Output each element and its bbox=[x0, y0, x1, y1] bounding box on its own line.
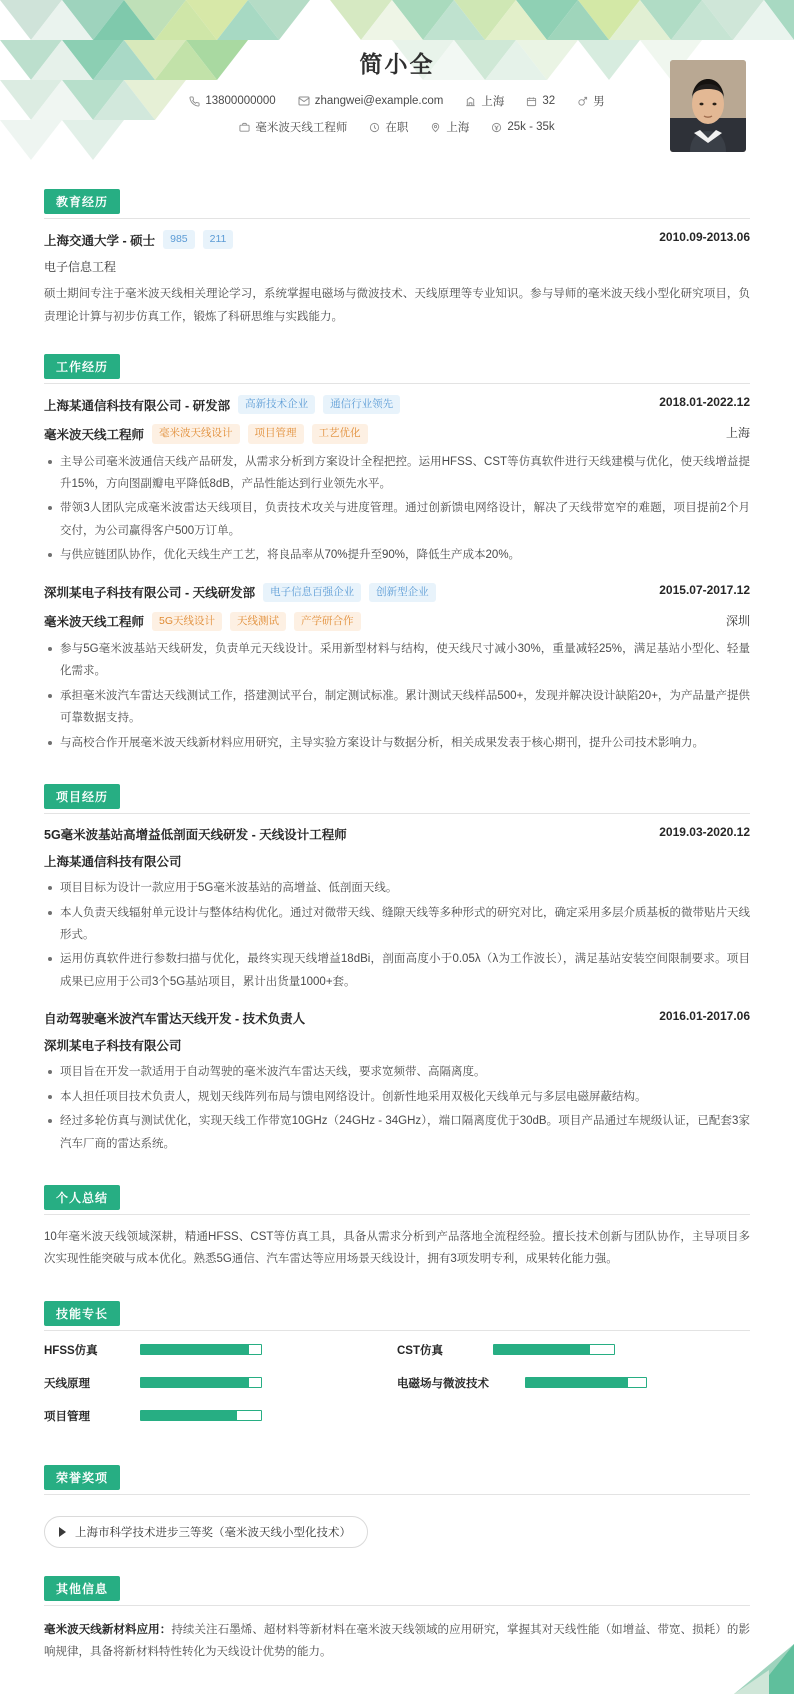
skills-list bbox=[44, 1342, 750, 1441]
skill-name: CST仿真 bbox=[397, 1344, 443, 1357]
skill-name: 电磁场与微波技术 bbox=[397, 1377, 489, 1390]
phone-icon bbox=[189, 96, 200, 107]
project-date: 2019.03-2020.12 bbox=[659, 825, 750, 840]
skill-bar bbox=[140, 1344, 262, 1355]
skill-item bbox=[44, 1375, 397, 1391]
work-role-tag: 产学研合作 bbox=[294, 612, 361, 631]
page-title: 简小全 bbox=[359, 51, 435, 77]
contact-status bbox=[369, 119, 408, 135]
skill-name: 项目管理 bbox=[44, 1410, 90, 1423]
list-item: 项目目标为设计一款应用于5G毫米波基站的高增益、低剖面天线。 bbox=[44, 877, 750, 899]
project-date: 2016.01-2017.06 bbox=[659, 1009, 750, 1024]
contact-age bbox=[526, 95, 555, 107]
education-item-headline bbox=[44, 230, 750, 249]
work-bullet-list bbox=[44, 451, 750, 567]
section-title-honors: 荣誉奖项 bbox=[44, 1465, 120, 1490]
skill-item bbox=[397, 1342, 750, 1358]
gender-icon bbox=[577, 96, 588, 107]
other-content bbox=[44, 1619, 750, 1664]
project-item-headline bbox=[44, 825, 750, 843]
work-city: 上海 bbox=[725, 426, 750, 441]
work-item-headline bbox=[44, 395, 750, 414]
skill-bar bbox=[140, 1377, 262, 1388]
work-role-tag: 工艺优化 bbox=[312, 424, 368, 443]
section-header-work bbox=[44, 354, 750, 379]
skill-bar bbox=[525, 1377, 647, 1388]
contact-job-text: 毫米波天线工程师 bbox=[255, 122, 348, 134]
work-bullet-list bbox=[44, 638, 750, 754]
section-header-honors bbox=[44, 1465, 750, 1490]
work-company: 上海某通信科技有限公司 - 研发部 bbox=[44, 398, 231, 413]
work-date: 2015.07-2017.12 bbox=[659, 582, 750, 597]
list-item: 运用仿真软件进行参数扫描与优化，最终实现天线增益18dBi，剖面高度小于0.05λ（λ为工作波长），满足基站安装空间限制要求。项目成果已应用于公司3个5G基站项目，累计出货量1000+套。 bbox=[44, 948, 750, 993]
project-bullet-list bbox=[44, 877, 750, 993]
project-bullet-list bbox=[44, 1061, 750, 1155]
location-icon bbox=[465, 96, 476, 107]
list-item: 承担毫米波汽车雷达天线测试工作，搭建测试平台，制定测试标准。累计测试天线样品500+，发现并解决设计缺陷20+，为产品量产提供可靠数据支持。 bbox=[44, 685, 750, 730]
education-item bbox=[44, 230, 750, 328]
project-item-headline bbox=[44, 1009, 750, 1027]
work-date: 2018.01-2022.12 bbox=[659, 395, 750, 410]
list-item: 与供应链团队协作，优化天线生产工艺，将良品率从70%提升至90%，降低生产成本20%。 bbox=[44, 544, 750, 566]
work-company-tag: 高新技术企业 bbox=[238, 395, 315, 414]
skill-bar bbox=[140, 1410, 262, 1421]
salary-icon bbox=[491, 122, 502, 133]
project-name: 自动驾驶毫米波汽车雷达天线开发 - 技术负责人 bbox=[44, 1012, 306, 1027]
section-header-education bbox=[44, 189, 750, 214]
section-title-other: 其他信息 bbox=[44, 1576, 120, 1601]
work-item-headline bbox=[44, 583, 750, 602]
calendar-icon bbox=[526, 96, 537, 107]
skill-bar bbox=[493, 1344, 615, 1355]
list-item: 经过多轮仿真与测试优化，实现天线工作带宽10GHz（24GHz - 34GHz），端口隔离度优于30dB。项目产品通过车规级认证，已配套3家汽车厂商的雷达系统。 bbox=[44, 1110, 750, 1155]
skill-item bbox=[44, 1408, 397, 1424]
work-company-tag: 电子信息百强企业 bbox=[263, 583, 361, 602]
work-company-tag: 创新型企业 bbox=[369, 583, 436, 602]
section-header-project bbox=[44, 784, 750, 809]
project-name: 5G毫米波基站高增益低剖面天线研发 - 天线设计工程师 bbox=[44, 828, 347, 843]
work-role-tag: 天线测试 bbox=[230, 612, 286, 631]
avatar bbox=[670, 60, 746, 152]
section-title-skills: 技能专长 bbox=[44, 1301, 120, 1326]
other-text: 持续关注石墨烯、超材料等新材料在毫米波天线领域的应用研究，掌握其对天线性能（如增益、带宽、损耗）的影响规律，具备将新材料特性转化为天线设计优势的能力。 bbox=[44, 1623, 750, 1659]
contact-gender-text: 男 bbox=[593, 96, 605, 108]
list-item: 主导公司毫米波通信天线产品研发，从需求分析到方案设计全程把控。运用HFSS、CST等仿真软件进行天线建模与优化，使天线增益提升15%，方向图副瓣电平降低8dB，产品性能达到行业领先水平。 bbox=[44, 451, 750, 496]
contact-phone bbox=[189, 95, 275, 107]
education-tag-211: 211 bbox=[203, 230, 234, 249]
work-city: 深圳 bbox=[725, 613, 750, 628]
work-role-tag: 项目管理 bbox=[248, 424, 304, 443]
contact-phone-text: 13800000000 bbox=[205, 95, 276, 107]
work-role-tag: 5G天线设计 bbox=[152, 612, 222, 631]
work-role: 毫米波天线工程师 bbox=[44, 427, 145, 442]
list-item: 项目旨在开发一款适用于自动驾驶的毫米波汽车雷达天线，要求宽频带、高隔离度。 bbox=[44, 1061, 750, 1083]
footer-triangle-decoration bbox=[674, 1604, 794, 1694]
contact-salary bbox=[491, 121, 554, 133]
resume-body bbox=[0, 189, 794, 1694]
project-item bbox=[44, 825, 750, 993]
education-description: 硕士期间专注于毫米波天线相关理论学习，系统掌握电磁场与微波技术、天线原理等专业知识。参与导师的毫米波天线小型化研究项目，负责理论计算与初步仿真工作，锻炼了科研思维与实践能力。 bbox=[44, 288, 750, 323]
project-item bbox=[44, 1009, 750, 1155]
skill-name: 天线原理 bbox=[44, 1377, 90, 1390]
section-title-work: 工作经历 bbox=[44, 354, 120, 379]
work-role-tag: 毫米波天线设计 bbox=[152, 424, 240, 443]
contact-age-text: 32 bbox=[542, 95, 556, 107]
contact-status-text: 在职 bbox=[385, 122, 409, 134]
honor-item[interactable] bbox=[44, 1516, 368, 1548]
section-title-summary: 个人总结 bbox=[44, 1185, 120, 1210]
contact-job bbox=[239, 119, 347, 135]
work-company: 深圳某电子科技有限公司 - 天线研发部 bbox=[44, 586, 256, 601]
section-header-other bbox=[44, 1576, 750, 1601]
project-company: 深圳某电子科技有限公司 bbox=[44, 1039, 182, 1054]
status-icon bbox=[369, 122, 380, 133]
avatar-photo bbox=[670, 60, 746, 152]
education-tag-985: 985 bbox=[163, 230, 195, 249]
education-school: 上海交通大学 - 硕士 bbox=[44, 233, 156, 248]
summary-text: 10年毫米波天线领域深耕，精通HFSS、CST等仿真工具，具备从需求分析到产品落地全流程经验。擅长技术创新与团队协作，主导项目多次实现性能突破与成本优化。熟悉5G通信、汽车雷达等应用场景天线设计，拥有3项发明专利，成果转化能力强。 bbox=[44, 1230, 750, 1266]
work-item bbox=[44, 395, 750, 567]
city-icon bbox=[430, 122, 441, 133]
work-item-role-row bbox=[44, 424, 750, 443]
contact-email-text: zhangwei@example.com bbox=[314, 95, 444, 107]
list-item: 本人负责天线辐射单元设计与整体结构优化。通过对微带天线、缝隙天线等多种形式的研究对比，确定采用多层介质基板的微带贴片天线形式。 bbox=[44, 902, 750, 947]
contact-gender bbox=[577, 93, 605, 109]
contact-city-text: 上海 bbox=[446, 122, 470, 134]
other-label: 毫米波天线新材料应用： bbox=[44, 1623, 172, 1636]
project-company: 上海某通信科技有限公司 bbox=[44, 855, 182, 870]
contact-salary-text: 25k - 35k bbox=[507, 121, 555, 133]
list-item: 带领3人团队完成毫米波雷达天线项目，负责技术攻关与进度管理。通过创新馈电网络设计，解决了天线带宽窄的难题，项目提前2个月交付，为公司赢得客户500万订单。 bbox=[44, 497, 750, 542]
honor-text: 上海市科学技术进步三等奖（毫米波天线小型化技术） bbox=[75, 1526, 351, 1539]
skill-name: HFSS仿真 bbox=[44, 1344, 98, 1357]
section-title-project: 项目经历 bbox=[44, 784, 120, 809]
section-title-education: 教育经历 bbox=[44, 189, 120, 214]
work-role: 毫米波天线工程师 bbox=[44, 615, 145, 630]
contact-location bbox=[465, 93, 504, 109]
work-company-tag: 通信行业领先 bbox=[323, 395, 400, 414]
skill-item bbox=[44, 1342, 397, 1358]
education-major: 电子信息工程 bbox=[44, 260, 117, 275]
work-item-role-row bbox=[44, 612, 750, 631]
work-item bbox=[44, 583, 750, 755]
section-header-skills bbox=[44, 1301, 750, 1326]
resume-header bbox=[0, 0, 794, 163]
list-item: 与高校合作开展毫米波天线新材料应用研究，主导实验方案设计与数据分析，相关成果发表于核心期刊，提升公司技术影响力。 bbox=[44, 732, 750, 754]
list-item: 本人担任项目技术负责人，规划天线阵列布局与馈电网络设计。创新性地采用双极化天线单元与多层电磁屏蔽结构。 bbox=[44, 1086, 750, 1108]
skill-item bbox=[397, 1375, 750, 1391]
mail-icon bbox=[298, 95, 310, 107]
contact-location-text: 上海 bbox=[481, 96, 505, 108]
play-triangle-icon bbox=[59, 1527, 66, 1537]
education-date: 2010.09-2013.06 bbox=[659, 230, 750, 244]
list-item: 参与5G毫米波基站天线研发，负责单元天线设计。采用新型材料与结构，使天线尺寸减小30%，重量减轻25%，满足基站小型化、轻量化需求。 bbox=[44, 638, 750, 683]
contact-email bbox=[298, 95, 444, 107]
section-header-summary bbox=[44, 1185, 750, 1210]
contact-city bbox=[430, 119, 469, 135]
job-icon bbox=[239, 122, 250, 133]
